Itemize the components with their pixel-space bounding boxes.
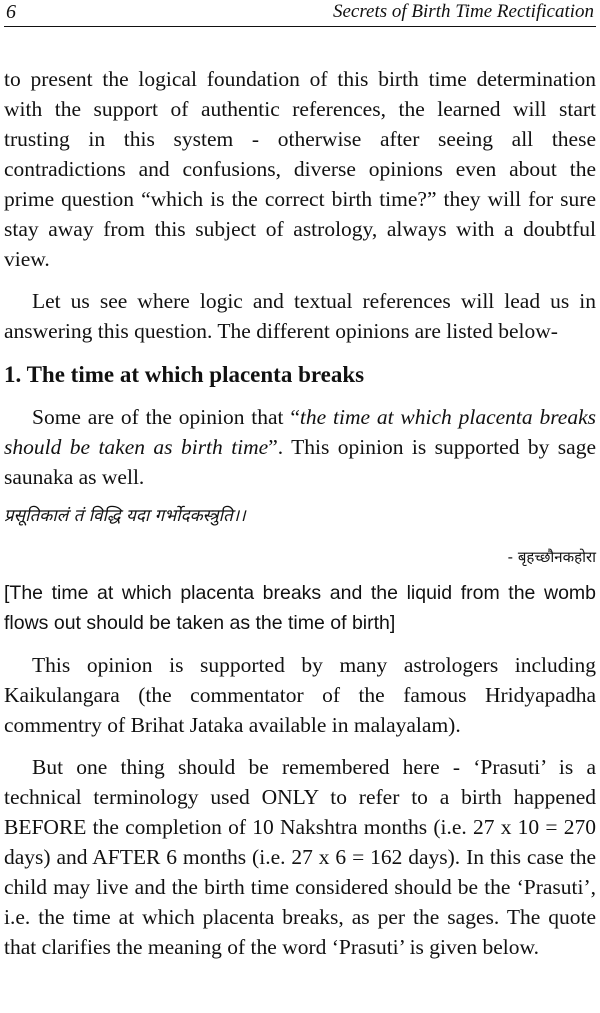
page-header [4, 0, 596, 27]
verse-source: - बृहच्छौनकहोरा [507, 548, 596, 566]
sanskrit-verse: प्रसूतिकालं तं विद्धि यदा गर्भोदकस्त्रुति।। [4, 506, 246, 526]
intro-quote: the time at which placenta breaks should be taken as birth time [4, 405, 597, 459]
page-body [4, 64, 596, 962]
intro-suffix: ”. This opinion is supported by sage saunaka as well. [4, 435, 596, 489]
running-title: Secrets of Birth Time Rectification [332, 1, 594, 22]
paragraph-continuation: to present the logical foundation of this birth time determination with the support of authentic references, the learned will start trusting in this system - otherwise after seeing all these contradictions and confusions, diverse opinions even about the prime question “which is the correct birth time?” they will for sure stay away from this subject of astrology, always with a doubtful view. [4, 67, 596, 271]
section-heading: 1. The time at which placenta breaks [4, 362, 365, 387]
verse-translation: [The time at which placenta breaks and the liquid from the womb flows out should be taken as the time of birth] [4, 582, 596, 634]
paragraph-kaikulangara: This opinion is supported by many astrologers including Kaikulangara (the commentator of the famous Hridyapadha commentry of Brihat Jataka available in malayalam). [4, 653, 596, 737]
intro-prefix: Some are of the opinion that “ [32, 405, 300, 429]
paragraph-saunaka [4, 402, 596, 492]
page-number: 6 [6, 1, 16, 23]
paragraph-prasuti: But one thing should be remembered here - ‘Prasuti’ is a technical terminology used ONLY to refer to a birth happened BEFORE the completion of 10 Nakshtra months (i.e. 27 x 10 = 270 days) and AFTER 6 months (i.e. 27 x 6 = 162 days). In this case the child may live and the birth time considered should be the ‘Prasuti’, i.e. the time at which placenta breaks, as per the sages. The quote that clarifies the meaning of the word ‘Prasuti’ is given below. [4, 755, 596, 959]
paragraph-opinions-intro: Let us see where logic and textual references will lead us in answering this question. The different opinions are listed below- [4, 289, 596, 343]
